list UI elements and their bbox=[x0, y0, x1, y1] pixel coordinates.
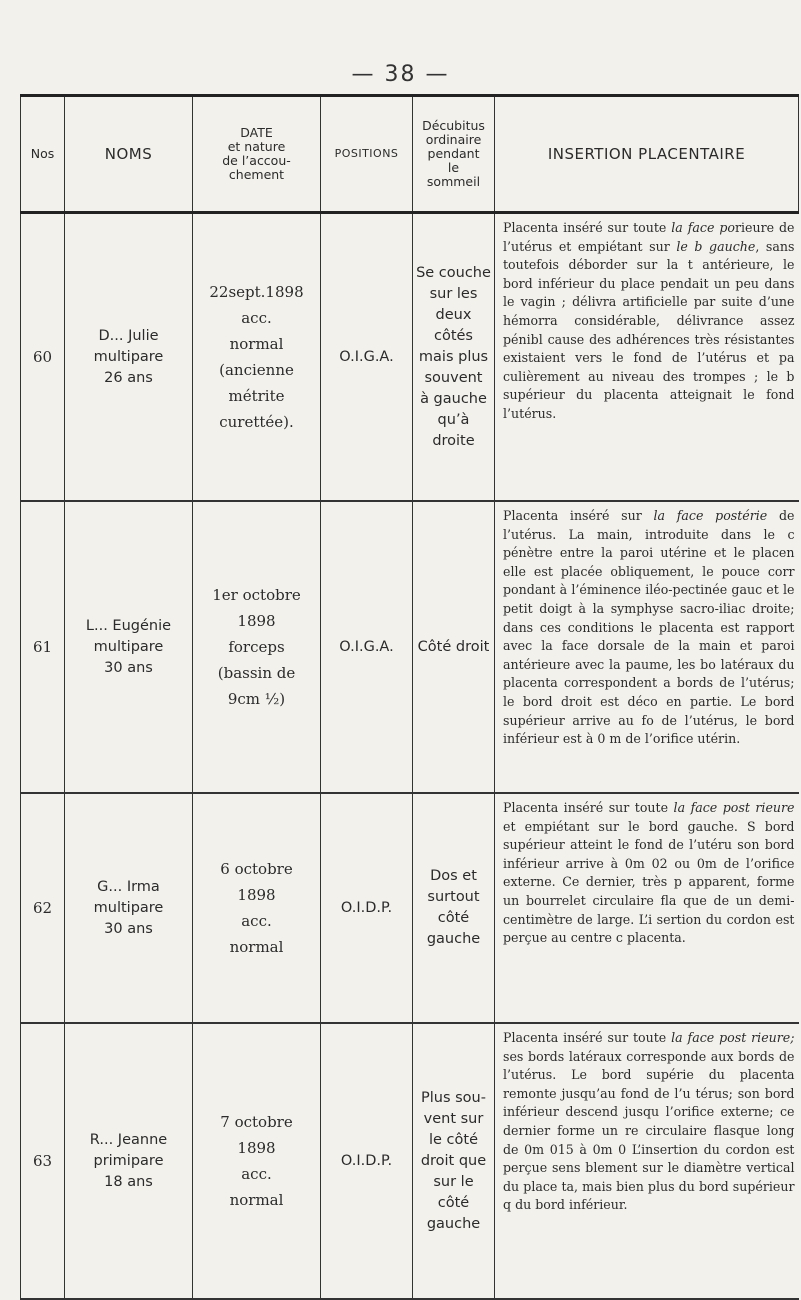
patient-name bbox=[65, 501, 193, 793]
date-line: forceps bbox=[228, 638, 285, 656]
header-date-line: chement bbox=[228, 167, 285, 182]
name-line: D... Julie bbox=[98, 327, 159, 344]
insertion-text: Placenta inséré sur bbox=[503, 508, 654, 523]
header-decubitus-line: pendant bbox=[427, 146, 480, 161]
name-line: 30 ans bbox=[104, 659, 153, 676]
header-decubitus-line: sommeil bbox=[426, 174, 481, 189]
date-line: curettée). bbox=[219, 413, 294, 431]
decubitus-line: mais plus bbox=[418, 348, 489, 365]
decubitus-line: qu’à droite bbox=[432, 411, 475, 449]
date-line: 1898 bbox=[237, 612, 276, 630]
header-date bbox=[193, 96, 321, 213]
date-line: 22sept.1898 bbox=[209, 283, 304, 301]
header-row bbox=[21, 96, 799, 213]
patient-name bbox=[65, 1023, 193, 1299]
name-line: multipare bbox=[93, 899, 164, 916]
insertion-text: Placenta inséré sur toute bbox=[503, 220, 672, 235]
decubitus-line: vent sur bbox=[423, 1110, 484, 1127]
name-line: R... Jeanne bbox=[89, 1131, 168, 1148]
placental-insertion bbox=[495, 793, 799, 1023]
decubitus-line: à gauche bbox=[420, 390, 487, 407]
row-number: 61 bbox=[21, 501, 65, 793]
case-table bbox=[20, 94, 799, 1300]
delivery-date bbox=[193, 1023, 321, 1299]
fetal-position: O.I.D.P. bbox=[321, 1023, 413, 1299]
delivery-date bbox=[193, 213, 321, 502]
insertion-emphasis: le b gauche bbox=[676, 238, 756, 254]
decubitus-line: côté bbox=[437, 1194, 470, 1211]
decubitus-line: Se couche bbox=[416, 264, 491, 281]
name-line: primipare bbox=[93, 1152, 164, 1169]
date-line: 1er octobre bbox=[212, 586, 301, 604]
name-line: 18 ans bbox=[104, 1173, 153, 1190]
name-line: G... Irma bbox=[97, 878, 160, 895]
insertion-text: Placenta inséré sur toute bbox=[503, 1030, 672, 1045]
date-line: acc. bbox=[241, 1165, 272, 1183]
placental-insertion bbox=[495, 1023, 799, 1299]
header-num: Nos bbox=[21, 96, 65, 213]
header-names: NOMS bbox=[65, 96, 193, 213]
insertion-emphasis: la face post rieure bbox=[673, 800, 795, 815]
header-positions: POSITIONS bbox=[321, 96, 413, 213]
header-decubitus-line: Décubitus bbox=[422, 118, 485, 133]
table-row bbox=[21, 213, 799, 502]
row-number: 63 bbox=[21, 1023, 65, 1299]
insertion-emphasis: la face po bbox=[671, 220, 735, 235]
table-row bbox=[21, 793, 799, 1023]
header-date-line: DATE bbox=[240, 125, 273, 140]
fetal-position: O.I.G.A. bbox=[321, 501, 413, 793]
date-line: métrite bbox=[228, 387, 285, 405]
delivery-date bbox=[193, 793, 321, 1023]
insertion-text: rieure de l’utérus et empiétant sur bbox=[503, 220, 795, 254]
page-number: — 38 — bbox=[351, 62, 450, 87]
date-line: 6 octobre bbox=[220, 860, 293, 878]
date-line: (ancienne bbox=[219, 361, 294, 379]
patient-name bbox=[65, 213, 193, 502]
row-number: 60 bbox=[21, 213, 65, 502]
decubitus-line: souvent bbox=[424, 369, 483, 386]
decubitus-line: Dos et bbox=[430, 868, 477, 884]
insertion-emphasis: la face postérie bbox=[653, 508, 768, 523]
date-line: 1898 bbox=[237, 1139, 276, 1157]
date-line: 7 octobre bbox=[220, 1113, 293, 1131]
insertion-text: Placenta inséré sur toute bbox=[503, 800, 674, 815]
decubitus bbox=[413, 793, 495, 1023]
decubitus bbox=[413, 1023, 495, 1299]
table-row bbox=[21, 501, 799, 793]
insertion-text: , sans toutefois déborder sur la t antérieure, le bord inférieur du place pendait un peu dans le vagin ; délivra artificielle par suite d’une hémorra considérable, délivrance assez pénibl cause des adhérences très résistantes existaient vers le fond de l’utérus et pa culièrement au niveau des trompes ; le b supérieur du placenta atteignait le fond l’utérus. bbox=[503, 238, 795, 421]
placental-insertion bbox=[495, 501, 799, 793]
date-line: normal bbox=[229, 938, 284, 956]
header-insertion: INSERTION PLACENTAIRE bbox=[495, 96, 799, 213]
decubitus-line: gauche bbox=[426, 931, 481, 947]
name-line: L... Eugénie bbox=[85, 617, 172, 634]
decubitus-line: deux côtés bbox=[433, 306, 473, 344]
date-line: 9cm ½) bbox=[227, 690, 286, 708]
decubitus-line: le côté bbox=[428, 1131, 478, 1148]
placental-insertion bbox=[495, 213, 799, 502]
header-date-line: de l’accou- bbox=[222, 153, 291, 168]
name-line: multipare bbox=[93, 638, 164, 655]
date-line: normal bbox=[229, 1191, 284, 1209]
decubitus-line: sur les bbox=[429, 285, 478, 302]
decubitus bbox=[413, 501, 495, 793]
delivery-date bbox=[193, 501, 321, 793]
insertion-text: et empiétant sur le bord gauche. S bord supérieur atteint le fond de l’utéru son bord inférieur arrive à 0m 02 ou 0m de l’orifice externe. Ce dernier, très p apparent, forme un bourrelet circulaire fla que de un demi-centimètre de large. L’i sertion du cordon est perçue au centre c placenta. bbox=[503, 818, 795, 946]
insertion-emphasis: la face post rieure; bbox=[671, 1030, 795, 1045]
decubitus-line: Côté droit bbox=[417, 638, 490, 655]
decubitus-line: surtout bbox=[427, 889, 480, 905]
decubitus-line: gauche bbox=[426, 1215, 481, 1232]
date-line: (bassin de bbox=[217, 664, 296, 682]
insertion-text: de l’utérus. La main, introduite dans le c pénètre entre la paroi utérine et le placen elle est placée obliquement, le pouce corr pondant à l’éminence iléo-pectinée gauc et le petit doigt à la symphyse sacro-iliac droite; dans ces conditions le placenta est rapport avec la face dorsale de la main et paroi antérieure avec la paume, les bo latéraux du placenta correspondent a bords de l’utérus; le bord droit est déco en partie. Le bord supérieur arrive au fo de l’utérus, le bord inférieur est à 0 m de l’orifice utérin. bbox=[503, 508, 795, 747]
decubitus-line: droit que bbox=[420, 1152, 487, 1169]
decubitus bbox=[413, 213, 495, 502]
insertion-text: ses bords latéraux corresponde aux bords de l’utérus. Le bord supérie du placenta remonte jusqu’au fond de l’u térus; son bord inférieur descend jusqu l’orifice externe; ce dernier forme un re circulaire flasque long de 0m 015 à 0m 0 L’insertion du cordon est perçue sens blement sur le diamètre vertical du place ta, mais bien plus du bord supérieur q du bord inférieur. bbox=[503, 1048, 795, 1213]
header-decubitus-line: le bbox=[447, 160, 460, 175]
row-number: 62 bbox=[21, 793, 65, 1023]
header-decubitus bbox=[413, 96, 495, 213]
header-date-line: et nature bbox=[227, 139, 286, 154]
name-line: multipare bbox=[93, 348, 164, 365]
date-line: acc. bbox=[241, 912, 272, 930]
decubitus-line: côté bbox=[437, 910, 470, 926]
name-line: 30 ans bbox=[104, 920, 153, 937]
decubitus-line: sur le bbox=[433, 1173, 474, 1190]
header-decubitus-line: ordinaire bbox=[425, 132, 482, 147]
case-table-wrapper bbox=[20, 94, 798, 1300]
date-line: normal bbox=[229, 335, 284, 353]
date-line: acc. bbox=[241, 309, 272, 327]
table-row bbox=[21, 1023, 799, 1299]
fetal-position: O.I.D.P. bbox=[321, 793, 413, 1023]
patient-name bbox=[65, 793, 193, 1023]
name-line: 26 ans bbox=[104, 369, 153, 386]
decubitus-line: Plus sou- bbox=[421, 1089, 486, 1106]
date-line: 1898 bbox=[237, 886, 276, 904]
fetal-position: O.I.G.A. bbox=[321, 213, 413, 502]
